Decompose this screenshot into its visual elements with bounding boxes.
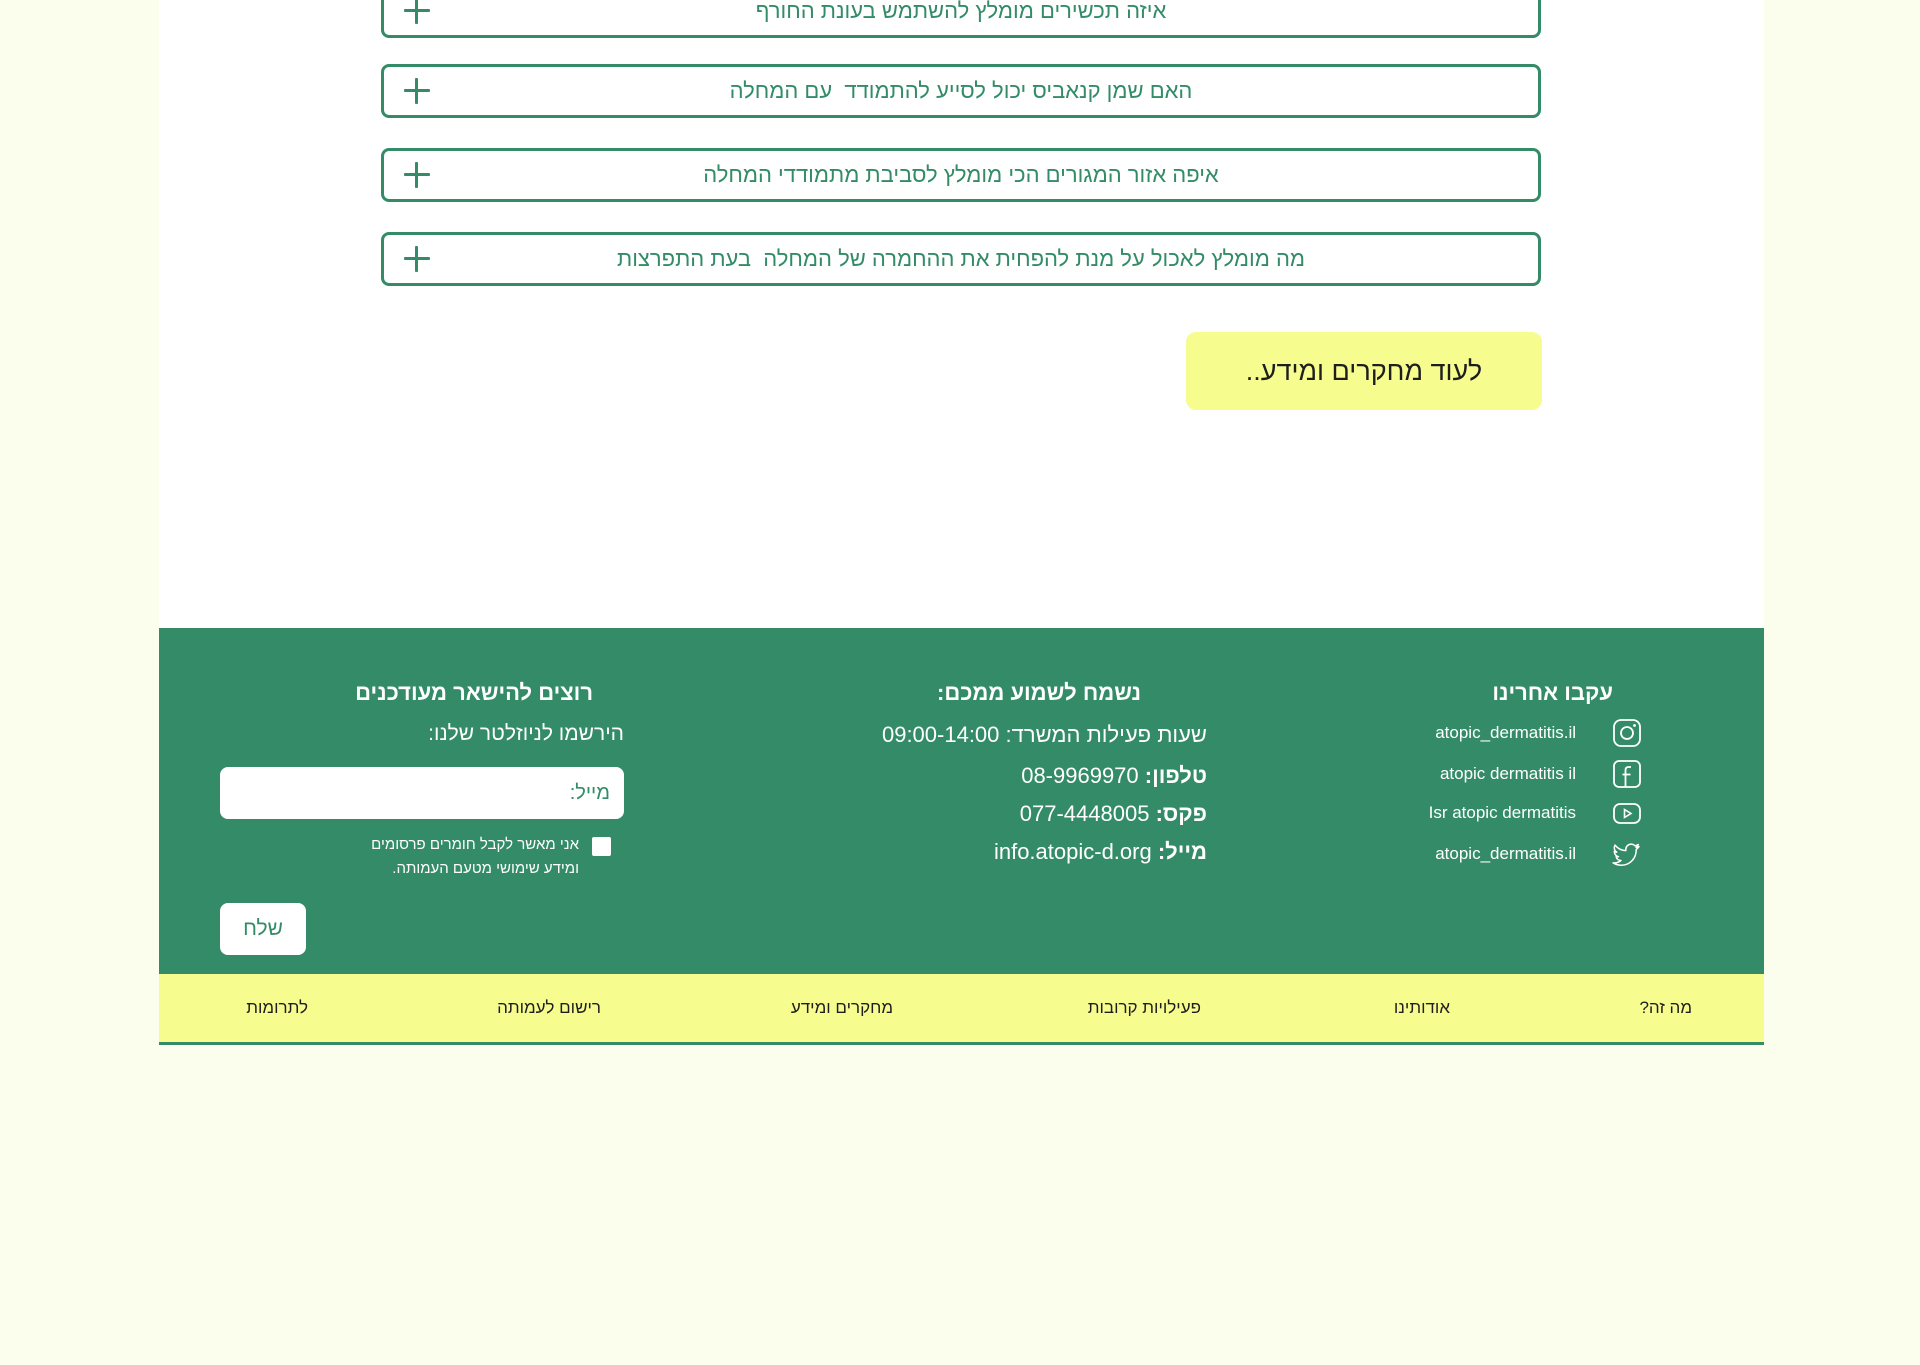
mail-line (994, 839, 1207, 865)
more-research-button[interactable]: לעוד מחקרים ומידע.. (1186, 332, 1542, 410)
consent-checkbox[interactable] (592, 837, 611, 856)
nav-item-donations[interactable]: לתרומות (246, 998, 308, 1017)
faq-item[interactable] (381, 64, 1541, 118)
newsletter-title: רוצים להישאר מעודכנים (355, 680, 593, 705)
social-label: Isr atopic dermatitis (1428, 803, 1576, 822)
social-label: atopic dermatitis il (1439, 764, 1576, 783)
plus-icon[interactable] (404, 78, 430, 104)
office-hours: שעות פעילות המשרד: 09:00-14:00 (881, 722, 1207, 747)
social-label: atopic_dermatitis.il (1435, 844, 1576, 863)
nav-item-what-is-it[interactable]: מה זה? (1639, 998, 1692, 1017)
faq-question: איזה תכשירים מומלץ להשתמש בעונת החורף (755, 0, 1167, 23)
consent-line-1: אני מאשר לקבל חומרים פרסומים (371, 836, 579, 853)
send-button[interactable]: שלח (220, 903, 306, 955)
newsletter-subtitle: הירשמו לניוזלטר שלנו: (428, 722, 624, 745)
nav-item-upcoming-activities[interactable]: פעילויות קרובות (1087, 998, 1201, 1017)
faq-item[interactable] (381, 0, 1541, 38)
phone-line (1021, 763, 1207, 789)
faq-question: מה מומלץ לאכול על מנת להפחית את ההחמרה של המחלה בעת התפרצות (617, 246, 1306, 271)
fax-label: פקס: (1155, 801, 1207, 826)
plus-icon[interactable] (404, 0, 430, 24)
nav-item-register[interactable]: רישום לעמותה (497, 998, 601, 1017)
follow-title: עקבו אחרינו (1492, 680, 1613, 705)
footer (159, 628, 1764, 974)
consent-line-2: ומידע שימושי מטעם העמותה. (392, 860, 579, 877)
mail-address[interactable]: info.atopic-d.org (993, 839, 1152, 864)
consent-text (371, 833, 579, 881)
twitter-icon (1612, 839, 1642, 869)
phone-label: טלפון: (1144, 763, 1207, 788)
faq-question: האם שמן קנאביס יכול לסייע להתמודד עם המחלה (729, 78, 1193, 103)
nav-item-about[interactable]: אודותינו (1393, 998, 1450, 1017)
instagram-icon (1612, 718, 1642, 748)
email-field[interactable] (220, 767, 624, 819)
fax-number: 077-4448005 (1019, 801, 1150, 826)
mail-label: מייל: (1157, 839, 1207, 864)
facebook-icon (1612, 759, 1642, 789)
social-twitter[interactable] (1402, 839, 1642, 869)
bottom-nav (159, 974, 1764, 1045)
plus-icon[interactable] (404, 246, 430, 272)
social-youtube[interactable] (1402, 798, 1642, 828)
faq-item[interactable] (381, 232, 1541, 286)
social-label: atopic_dermatitis.il (1435, 723, 1576, 742)
social-facebook[interactable] (1402, 759, 1642, 789)
phone-number[interactable]: 08-9969970 (1021, 763, 1139, 788)
nav-item-research[interactable]: מחקרים ומידע (790, 998, 893, 1017)
plus-icon[interactable] (404, 162, 430, 188)
faq-item[interactable] (381, 148, 1541, 202)
fax-line (1020, 801, 1207, 827)
contact-title: נשמח לשמוע ממכם: (937, 680, 1141, 705)
faq-question: איפה אזור המגורים הכי מומלץ לסביבת מתמודדי המחלה (703, 162, 1219, 187)
social-instagram[interactable] (1402, 718, 1642, 748)
youtube-icon (1612, 798, 1642, 828)
